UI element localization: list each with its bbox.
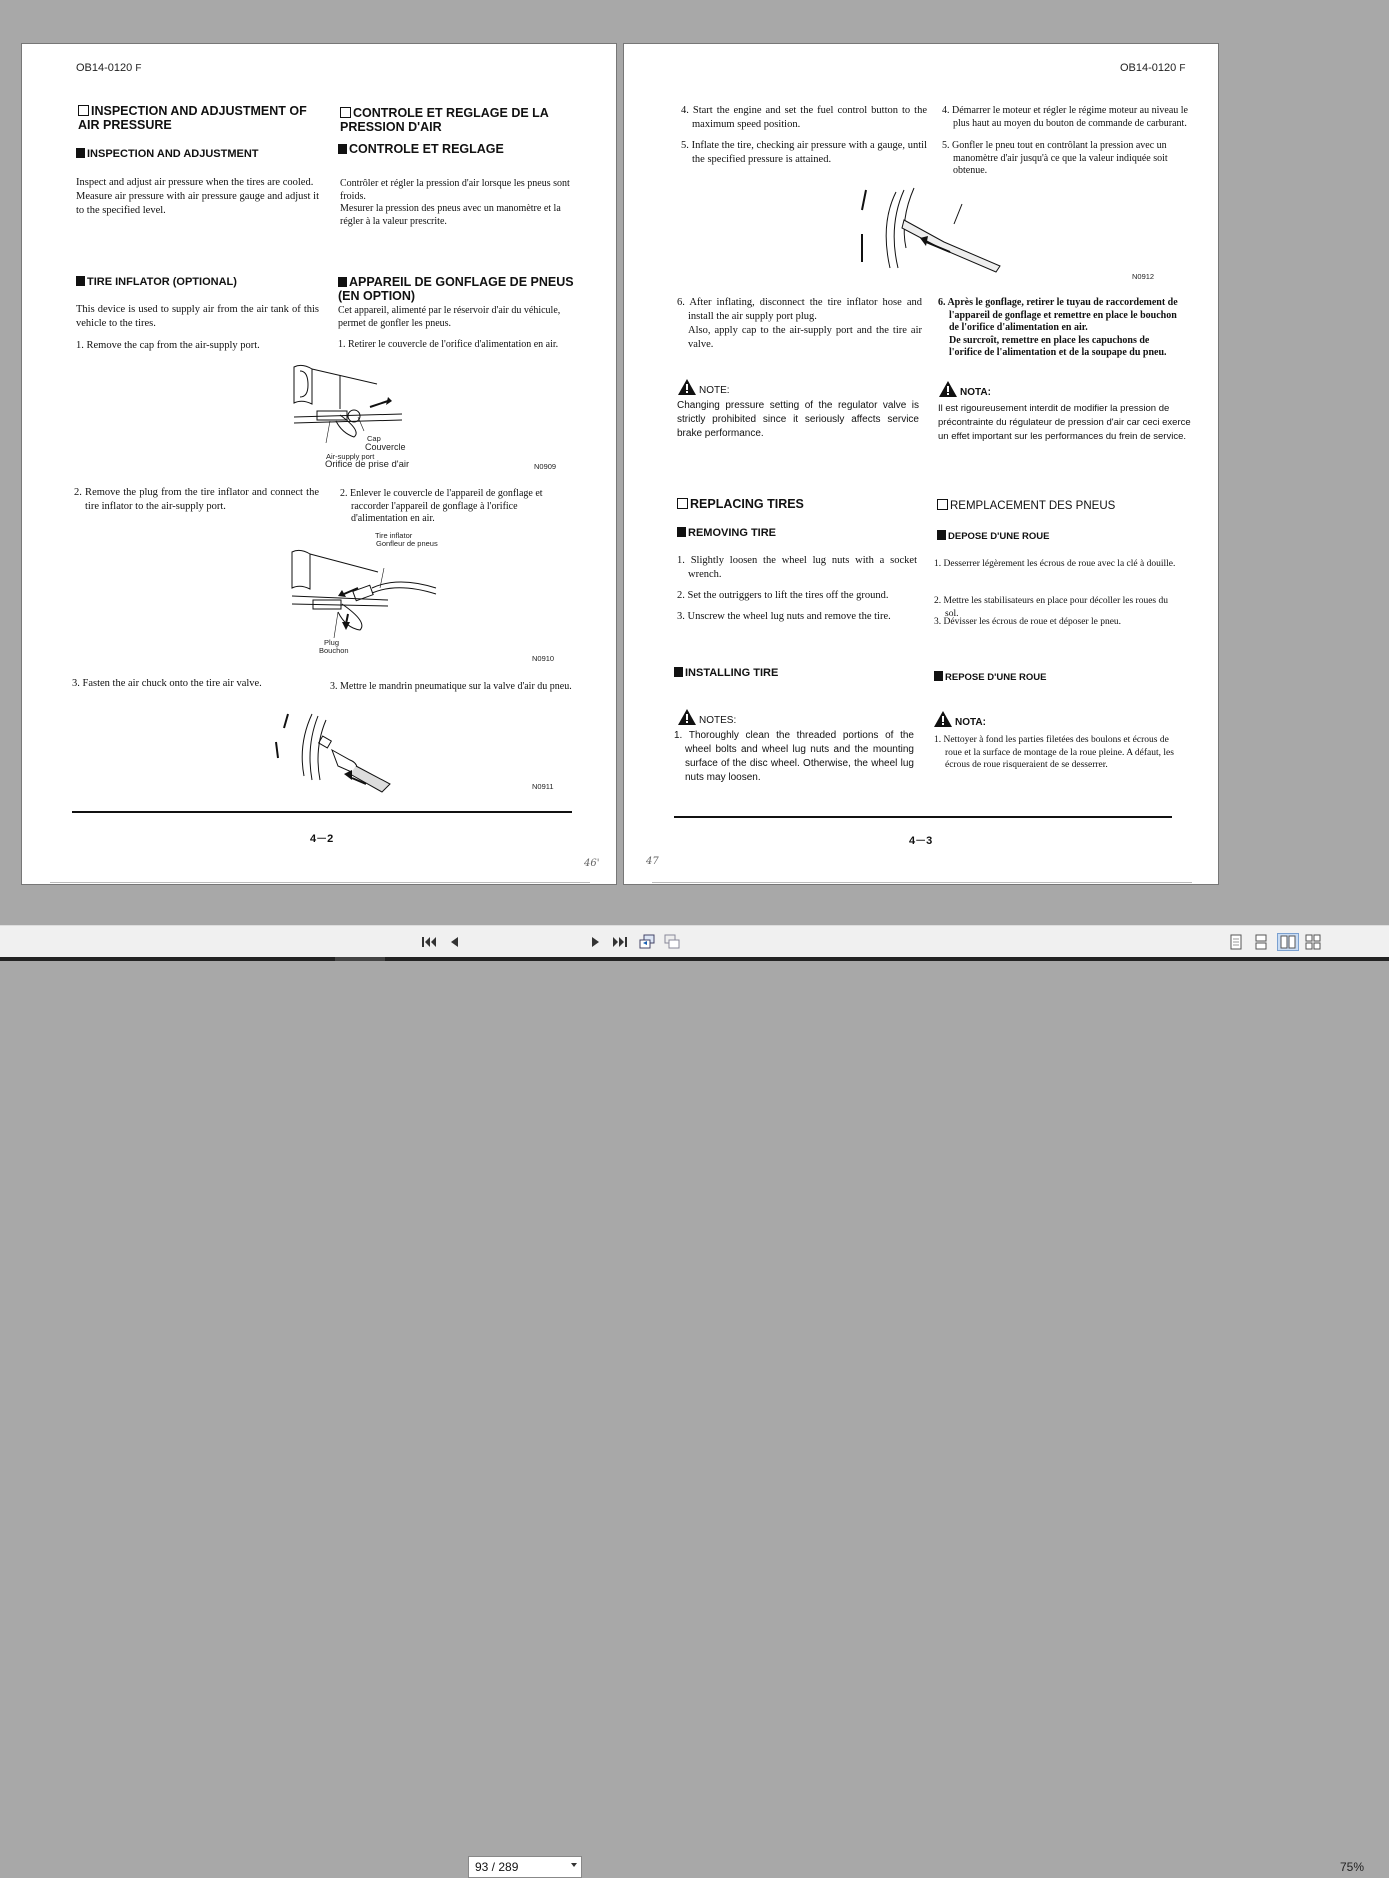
scan-edge bbox=[50, 882, 590, 883]
page-number-input[interactable]: 93 / 289 bbox=[468, 1856, 582, 1878]
section-title-fr: CONTROLE ET REGLAGE DE LA PRESSION D'AIR bbox=[340, 106, 549, 134]
warning-icon bbox=[933, 710, 953, 728]
figure-label: Orifice de prise d'air bbox=[325, 459, 410, 470]
scan-edge bbox=[652, 882, 1192, 883]
note-text: 1. Thoroughly clean the threaded portions of the wheel bolts and wheel lug nuts and the mounting surface of the disc wheel. Otherwise, the wheel lug nuts may loosen. bbox=[674, 730, 914, 783]
step-fr: 1. Retirer le couvercle de l'orifice d'alimentation en air. bbox=[338, 339, 559, 350]
section-title-fr: REMPLACEMENT DES PNEUS bbox=[937, 499, 1115, 513]
note-text: 1. Nettoyer à fond les parties filetées des boulons et écrous de roue et la surface de montage de la roue pleine. A défaut, les écrous de roue risqueraient de se desserrer. bbox=[934, 735, 1174, 770]
subheading-en: INSPECTION AND ADJUSTMENT bbox=[76, 148, 259, 161]
notes-heading: NOTES: bbox=[677, 708, 736, 728]
continuous-facing-icon[interactable] bbox=[1305, 934, 1321, 950]
figure-id: N0910 bbox=[532, 654, 555, 663]
dropdown-arrow-icon[interactable] bbox=[571, 1863, 577, 1867]
page-number: 4－2 bbox=[310, 833, 334, 845]
footer-rule bbox=[674, 816, 1172, 818]
subheading-fr: APPAREIL DE GONFLAGE DE PNEUS (EN OPTION) bbox=[338, 275, 574, 303]
note-heading: NOTE: bbox=[677, 378, 730, 398]
paragraph-en: Inspect and adjust air pressure when the tires are cooled. Measure air pressure with air pressure gauge and adjust it to the specified level. bbox=[76, 177, 319, 216]
note-heading: NOTA: bbox=[938, 380, 991, 400]
footer-rule bbox=[72, 811, 572, 813]
step-fr: 4. Démarrer le moteur et régler le régime moteur au niveau le plus haut au moyen du bouton de commande de carburant. bbox=[942, 105, 1188, 129]
step-en: 3. Fasten the air chuck onto the tire air valve. bbox=[72, 678, 262, 689]
subheading-fr: DEPOSE D'UNE ROUE bbox=[937, 530, 1050, 543]
figure-label: Bouchon bbox=[319, 646, 349, 655]
note-text: Il est rigoureusement interdit de modifier la pression de précontrainte du régulateur de pression d'air car ceci exerce un effet important sur les performances du frein de service. bbox=[938, 403, 1191, 442]
figure-label: Cap bbox=[367, 434, 381, 443]
doc-code: OB14-0120 F bbox=[1120, 62, 1186, 74]
horizontal-scrollbar[interactable] bbox=[0, 957, 1389, 961]
page-number: 4－3 bbox=[909, 835, 933, 847]
subheading-en: TIRE INFLATOR (OPTIONAL) bbox=[76, 276, 237, 289]
viewer-toolbar bbox=[0, 925, 1389, 1874]
step-en: 1. Slightly loosen the wheel lug nuts with a socket wrench. bbox=[677, 555, 917, 580]
section-title-en: REPLACING TIRES bbox=[677, 497, 804, 511]
scrollbar-thumb[interactable] bbox=[335, 957, 385, 961]
subheading-fr: CONTROLE ET REGLAGE bbox=[338, 142, 504, 156]
handwritten-mark: 47 bbox=[646, 856, 659, 867]
document-page-left bbox=[21, 43, 617, 885]
figure-air-chuck bbox=[272, 704, 402, 794]
warning-icon bbox=[938, 380, 958, 398]
subheading-en: INSTALLING TIRE bbox=[674, 667, 778, 680]
figure-id: N0909 bbox=[534, 462, 557, 471]
warning-icon bbox=[677, 708, 697, 726]
paragraph-en: This device is used to supply air from the air tank of this vehicle to the tires. bbox=[76, 304, 319, 329]
step-fr: 1. Desserrer légèrement les écrous de roue avec la clé à douille. bbox=[934, 559, 1176, 569]
paragraph-fr: Cet appareil, alimenté par le réservoir d'air du véhicule, permet de gonfler les pneus. bbox=[338, 305, 561, 329]
subheading-fr: REPOSE D'UNE ROUE bbox=[934, 671, 1047, 684]
prev-page-icon[interactable] bbox=[446, 934, 462, 950]
step-en: 3. Unscrew the wheel lug nuts and remove the tire. bbox=[677, 611, 891, 622]
figure-label: Couvercle bbox=[365, 442, 406, 452]
figure-label: Tire inflator bbox=[375, 531, 413, 540]
facing-pages-icon[interactable] bbox=[1277, 933, 1299, 951]
document-page-right bbox=[623, 43, 1219, 885]
figure-label: Air-supply port bbox=[326, 452, 375, 461]
step-fr: 6. Après le gonflage, retirer le tuyau de raccordement de l'appareil de gonflage et remettre en place le bouchon de l'orifice d'alimentation en air. De surcroît, remettre en place les capuchons de l'orifice de l'alimentation et de la soupape du pneu. bbox=[938, 297, 1178, 358]
subheading-en: REMOVING TIRE bbox=[677, 527, 776, 540]
history-back-icon[interactable] bbox=[639, 934, 655, 950]
step-en: 6. After inflating, disconnect the tire inflator hose and install the air supply port plug. Also, apply cap to the air-supply port and the tire air valve. bbox=[677, 297, 922, 350]
last-page-icon[interactable] bbox=[612, 934, 628, 950]
continuous-page-icon[interactable] bbox=[1253, 934, 1269, 950]
figure-id: N0911 bbox=[532, 782, 554, 791]
step-fr: 2. Mettre les stabilisateurs en place pour décoller les roues du sol. bbox=[934, 596, 1168, 619]
first-page-icon[interactable] bbox=[421, 934, 437, 950]
next-page-icon[interactable] bbox=[588, 934, 604, 950]
handwritten-mark: 46' bbox=[584, 858, 600, 869]
figure-label: Plug bbox=[324, 638, 340, 647]
note-text: Changing pressure setting of the regulator valve is strictly prohibited since it seriously affects service brake performance. bbox=[677, 400, 919, 439]
step-en: 2. Set the outriggers to lift the tires off the ground. bbox=[677, 590, 889, 601]
doc-code: OB14-0120 F bbox=[76, 62, 142, 74]
step-fr: 5. Gonfler le pneu tout en contrôlant la pression avec un manomètre d'air jusqu'à ce que la valeur indiquée soit obtenue. bbox=[942, 140, 1168, 176]
figure-tire-gauge bbox=[854, 184, 1004, 274]
paragraph-fr: Contrôler et régler la pression d'air lorsque les pneus sont froids. Mesurer la pression des pneus avec un manomètre et la régler à la valeur prescrite. bbox=[340, 178, 570, 227]
step-fr: 3. Dévisser les écrous de roue et déposer le pneu. bbox=[934, 617, 1122, 627]
step-en: 2. Remove the plug from the tire inflator and connect the tire inflator to the air-supply port. bbox=[74, 487, 319, 512]
zoom-level[interactable]: 75% bbox=[1340, 1860, 1365, 1874]
step-fr: 3. Mettre le mandrin pneumatique sur la valve d'air du pneu. bbox=[330, 681, 572, 692]
figure-label: Gonfleur de pneus bbox=[376, 539, 438, 548]
step-en: 4. Start the engine and set the fuel control button to the maximum speed position. bbox=[681, 105, 927, 130]
figure-air-supply-port bbox=[292, 359, 432, 459]
step-fr: 2. Enlever le couvercle de l'appareil de gonflage et raccorder l'appareil de gonflage à l'orifice d'alimentation en air. bbox=[340, 488, 543, 524]
notes-heading: NOTA: bbox=[933, 710, 986, 730]
step-en: 5. Inflate the tire, checking air pressure with a gauge, until the specified pressure is attained. bbox=[681, 140, 927, 165]
warning-icon bbox=[677, 378, 697, 396]
section-title-en: INSPECTION AND ADJUSTMENT OF AIR PRESSURE bbox=[78, 104, 307, 132]
history-forward-icon[interactable] bbox=[664, 934, 680, 950]
figure-tire-inflator bbox=[288, 544, 438, 644]
single-page-icon[interactable] bbox=[1228, 934, 1244, 950]
step-en: 1. Remove the cap from the air-supply port. bbox=[76, 340, 260, 351]
figure-id: N0912 bbox=[1132, 272, 1155, 281]
